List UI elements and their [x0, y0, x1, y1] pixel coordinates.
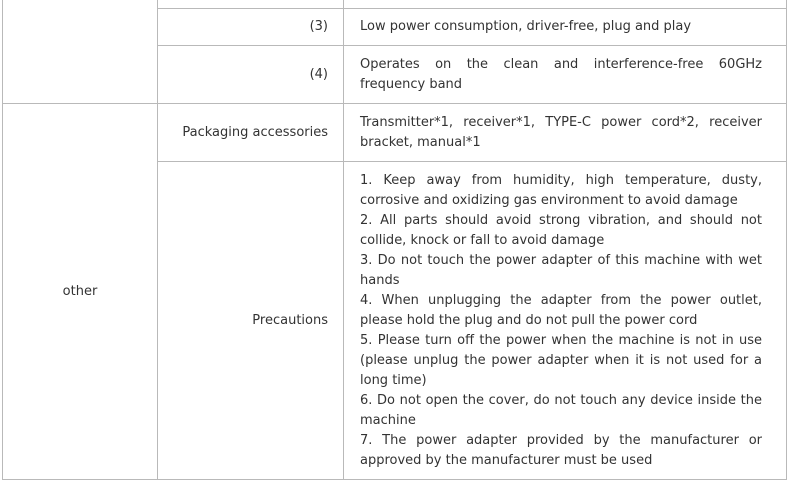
sub-label-cell: (4): [158, 46, 344, 104]
desc-cell: [344, 0, 787, 9]
desc-precautions: [344, 162, 787, 480]
group-cell-other: other: [3, 104, 158, 480]
sub-label-cell: (3): [158, 9, 344, 46]
sub-label-precautions: Precautions: [158, 162, 344, 480]
sub-label-cell: [158, 0, 344, 9]
precaution-item: 3. Do not touch the power adapter of this machine with wet hands: [360, 253, 762, 288]
table-row: [3, 104, 787, 162]
desc-text: Low power consumption, driver-free, plug and play: [360, 19, 692, 34]
precaution-item: 7. The power adapter provided by the manufacturer or approved by the manufacturer must be used: [360, 433, 762, 468]
desc-packaging: Transmitter*1, receiver*1, TYPE-C power cord*2, receiver bracket, manual*1: [344, 104, 787, 162]
desc-cell: [344, 46, 787, 104]
sub-label-packaging: Packaging accessories: [158, 104, 344, 162]
precaution-item: 2. All parts should avoid strong vibration, and should not collide, knock or fall to avoid damage: [360, 213, 762, 248]
table-row: [3, 0, 787, 9]
desc-text: Operates on the clean and interference-free 60GHz frequency band: [360, 57, 762, 92]
precaution-item: 5. Please turn off the power when the machine is not in use (please unplug the power adapter when it is not used for a long time): [360, 333, 762, 388]
precaution-item: 4. When unplugging the adapter from the power outlet, please hold the plug and do not pull the power cord: [360, 293, 762, 328]
group-cell-previous: [3, 0, 158, 104]
spec-table: [2, 0, 787, 480]
desc-cell: [344, 9, 787, 46]
precaution-item: 1. Keep away from humidity, high temperature, dusty, corrosive and oxidizing gas environment to avoid damage: [360, 173, 762, 208]
precaution-item: 6. Do not open the cover, do not touch any device inside the machine: [360, 393, 762, 428]
